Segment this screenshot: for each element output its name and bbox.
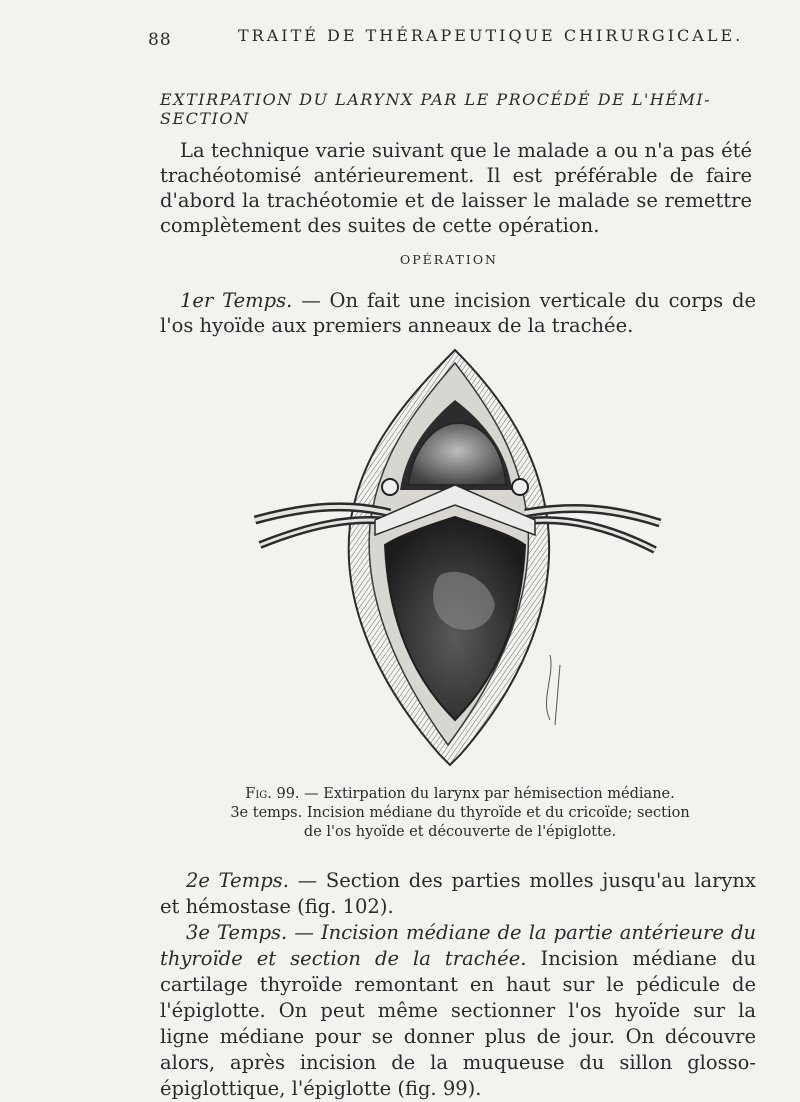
caption-label: Fig. 99. [245,786,300,802]
page-number: 88 [148,30,172,50]
section-title: EXTIRPATION DU LARYNX PAR LE PROCÉDÉ DE L'HÉMI-SECTION [160,90,712,128]
step-1-label: 1er Temps. [180,289,293,312]
operation-heading: OPÉRATION [400,252,498,267]
larynx-hemisection-illustration [250,345,670,775]
running-title: TRAITÉ DE THÉRAPEUTIQUE CHIRURGICALE. [238,26,744,45]
caption-line-3: de l'os hyoïde et découverte de l'épiglotte. [303,824,617,840]
figure-caption [200,785,720,842]
step-2-paragraph [160,868,756,920]
step-3-text: Incision médiane du cartilage thyroïde remontant en haut sur le pédicule de l'épiglotte. On peut même sectionner l'os hyoïde sur la ligne médiane pour se donner plus de jour. On découvre alors, après incision de la muqueuse du sillon glosso-épiglottique, l'épiglotte (fig. 99). [160,947,756,1100]
steps-2-3-paragraphs [160,868,756,1102]
caption-line-2: 3e temps. Incision médiane du thyroïde et du cricoïde; section [230,805,690,821]
step-2-label: 2e Temps. [186,869,289,892]
caption-line-1 [200,785,720,804]
step-3-paragraph [160,920,756,1102]
step-1-text: — On fait une incision verticale du corps de l'os hyoïde aux premiers anneaux de la trachée. [160,289,756,337]
step-2-text: — Section des parties molles jusqu'au larynx et hémostase (fig. 102). [160,869,756,918]
intro-paragraph: La technique varie suivant que le malade a ou n'a pas été trachéotomisé antérieurement. Il est préférable de faire d'abord la trachéotomie et de laisser le malade se remettre complètement des suites de cette opération. [160,139,752,237]
step-3-italic-text: — Incision médiane de la partie antérieure du thyroïde et section de la trachée. [160,921,757,970]
step-3-label: 3e Temps. [186,921,288,944]
step-1-paragraph [160,288,756,338]
caption-text-1: — Extirpation du larynx par hémisection médiane. [299,786,675,802]
